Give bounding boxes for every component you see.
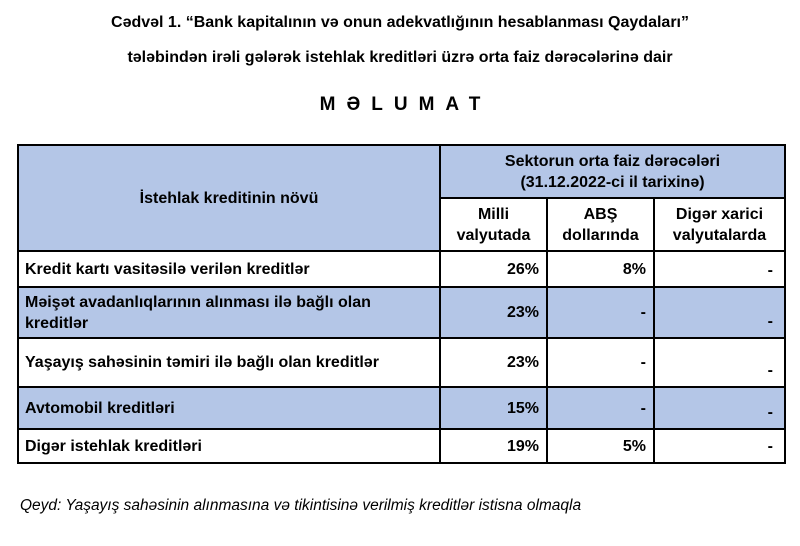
loan-type-label: Kredit kartı vasitəsilə verilən kreditlər	[18, 251, 440, 287]
other-currency-rate-value: -	[654, 429, 785, 463]
usd-rate-value: -	[547, 338, 654, 387]
table-row	[18, 251, 785, 287]
milli-rate-value: 26%	[440, 251, 547, 287]
table-row	[18, 338, 785, 387]
group-header-line-2: (31.12.2022-ci il tarixinə)	[520, 173, 705, 191]
table-row	[18, 287, 785, 338]
other-currency-rate-value: -	[654, 338, 785, 387]
table-row	[18, 429, 785, 463]
table-row	[18, 387, 785, 429]
column-header-usd: ABŞ dollarında	[547, 198, 654, 251]
group-header-line-1: Sektorun orta faiz dərəcələri	[504, 152, 721, 170]
loan-type-label: Yaşayış sahəsinin təmiri ilə bağlı olan kreditlər	[18, 338, 440, 387]
other-currency-rate-value: -	[654, 287, 785, 338]
milli-rate-value: 23%	[440, 338, 547, 387]
column-header-other-currency: Digər xarici valyutalarda	[654, 198, 785, 251]
usd-rate-value: -	[547, 387, 654, 429]
milli-rate-value: 23%	[440, 287, 547, 338]
table-body	[18, 251, 785, 463]
loan-type-label: Məişət avadanlıqlarının alınması ilə bağlı olan kreditlər	[18, 287, 440, 338]
melumat-heading: MƏLUMAT	[319, 94, 492, 115]
milli-rate-value: 15%	[440, 387, 547, 429]
usd-rate-value: -	[547, 287, 654, 338]
table-header-group-row	[18, 145, 785, 198]
row-header-cell: İstehlak kreditinin növü	[18, 145, 440, 251]
document-title-line-2: tələbindən irəli gələrək istehlak kreditləri üzrə orta faiz dərəcələrinə dair	[127, 49, 673, 66]
other-currency-rate-value: -	[654, 251, 785, 287]
footnote-text: Qeyd: Yaşayış sahəsinin alınmasına və tikintisinə verilmiş kreditlər istisna olmaqla	[20, 497, 582, 514]
column-header-milli: Milli valyutada	[440, 198, 547, 251]
usd-rate-value: 5%	[547, 429, 654, 463]
other-currency-rate-value: -	[654, 387, 785, 429]
group-header-cell	[440, 145, 785, 198]
loan-type-label: Digər istehlak kreditləri	[18, 429, 440, 463]
usd-rate-value: 8%	[547, 251, 654, 287]
table-header	[18, 145, 785, 251]
interest-rates-table	[17, 144, 786, 464]
loan-type-label: Avtomobil kreditləri	[18, 387, 440, 429]
document-title-line-1: Cədvəl 1. “Bank kapitalının və onun adekvatlığının hesablanması Qaydaları”	[111, 14, 689, 31]
milli-rate-value: 19%	[440, 429, 547, 463]
